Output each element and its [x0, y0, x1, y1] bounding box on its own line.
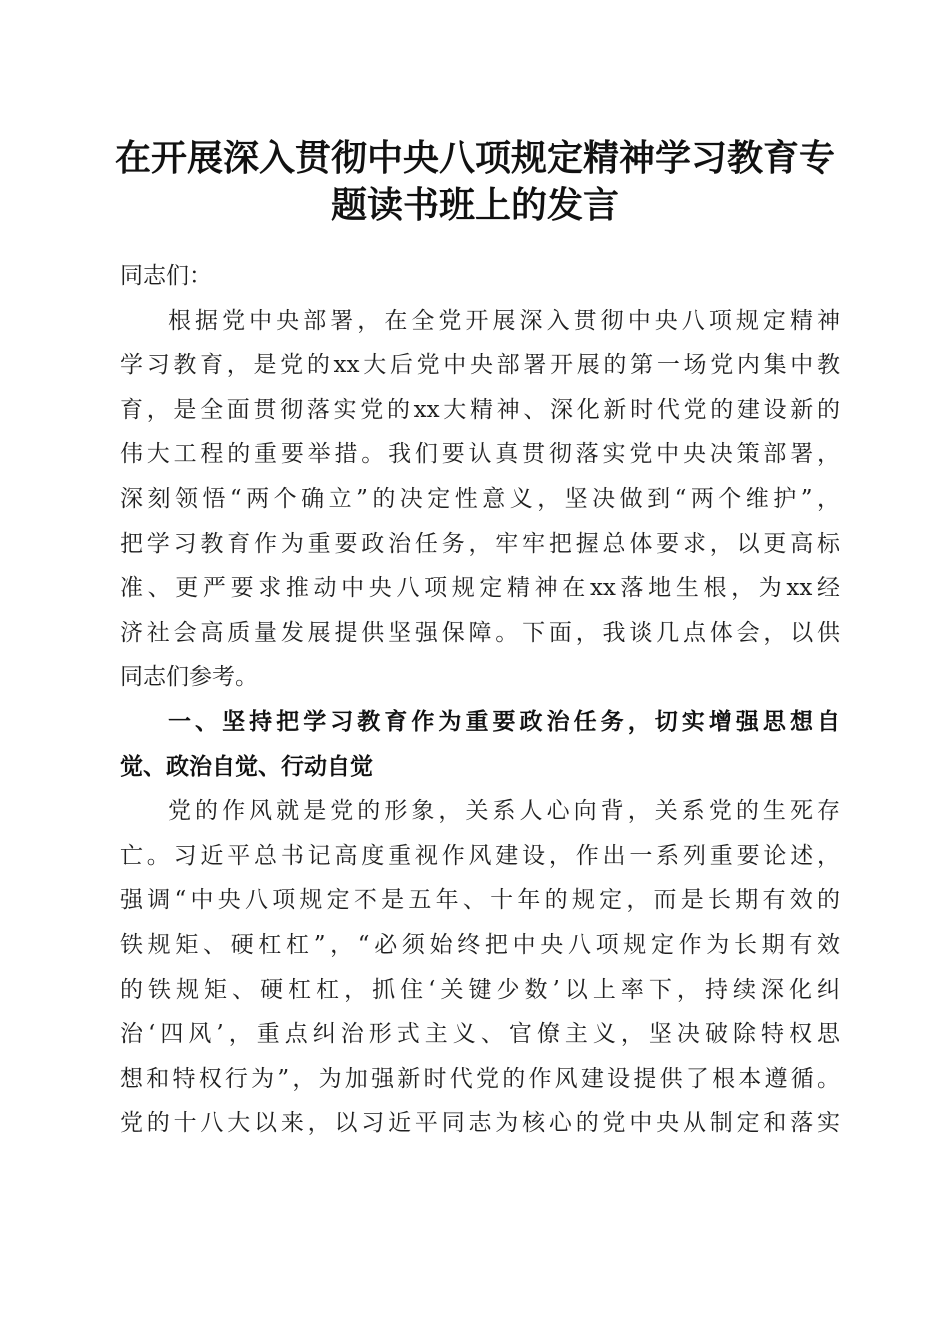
section-heading-line: 一、坚持把学习教育作为重要政治任务，切实增强思想自 [168, 708, 840, 735]
document-title [110, 135, 840, 229]
paragraph-1-line: 深刻领悟“两个确立”的决定性意义，坚决做到“两个维护”， [120, 485, 840, 512]
salutation: 同志们： [120, 263, 212, 289]
paragraph-2-line: 的铁规矩、硬杠杠，抓住‘关键少数’以上率下，持续深化纠 [120, 976, 840, 1003]
paragraph-2-line: 治‘四风’，重点纠治形式主义、官僚主义，坚决破除特权思 [120, 1021, 840, 1048]
paragraph-2-line: 铁规矩、硬杠杠”，“必须始终把中央八项规定作为长期有效 [120, 931, 840, 958]
paragraph-2 [120, 789, 840, 1146]
paragraph-1-line: 学习教育，是党的xx大后党中央部署开展的第一场党内集中教 [120, 352, 840, 379]
paragraph-1-line: 根据党中央部署，在全党开展深入贯彻中央八项规定精神 [168, 307, 840, 334]
paragraph-1-line: 育，是全面贯彻落实党的xx大精神、深化新时代党的建设新的 [120, 396, 840, 423]
paragraph-2-line: 党的作风就是党的形象，关系人心向背，关系党的生死存 [168, 798, 840, 825]
paragraph-2-line: 党的十八大以来，以习近平同志为核心的党中央从制定和落实 [120, 1110, 840, 1137]
paragraph-2-line: 亡。习近平总书记高度重视作风建设，作出一系列重要论述， [120, 842, 840, 869]
paragraph-1-line: 把学习教育作为重要政治任务，牢牢把握总体要求，以更高标 [120, 530, 840, 557]
paragraph-1-line: 济社会高质量发展提供坚强保障。下面，我谈几点体会，以供 [120, 619, 840, 646]
section-heading-1 [120, 700, 840, 789]
title-line-2: 题读书班上的发言 [330, 184, 619, 226]
paragraph-2-line: 想和特权行为”，为加强新时代党的作风建设提供了根本遵循。 [120, 1065, 840, 1092]
paragraph-1-line: 准、更严要求推动中央八项规定精神在xx落地生根，为xx经 [120, 575, 840, 602]
paragraph-1 [120, 299, 840, 700]
paragraph-1-line: 同志们参考。 [120, 664, 258, 691]
document-body [120, 254, 840, 1146]
section-heading-line: 觉、政治自觉、行动自觉 [120, 753, 373, 780]
title-line-1: 在开展深入贯彻中央八项规定精神学习教育专 [114, 137, 835, 179]
paragraph-2-line: 强调“中央八项规定不是五年、十年的规定，而是长期有效的 [120, 887, 840, 914]
paragraph-1-line: 伟大工程的重要举措。我们要认真贯彻落实党中央决策部署， [120, 441, 840, 468]
